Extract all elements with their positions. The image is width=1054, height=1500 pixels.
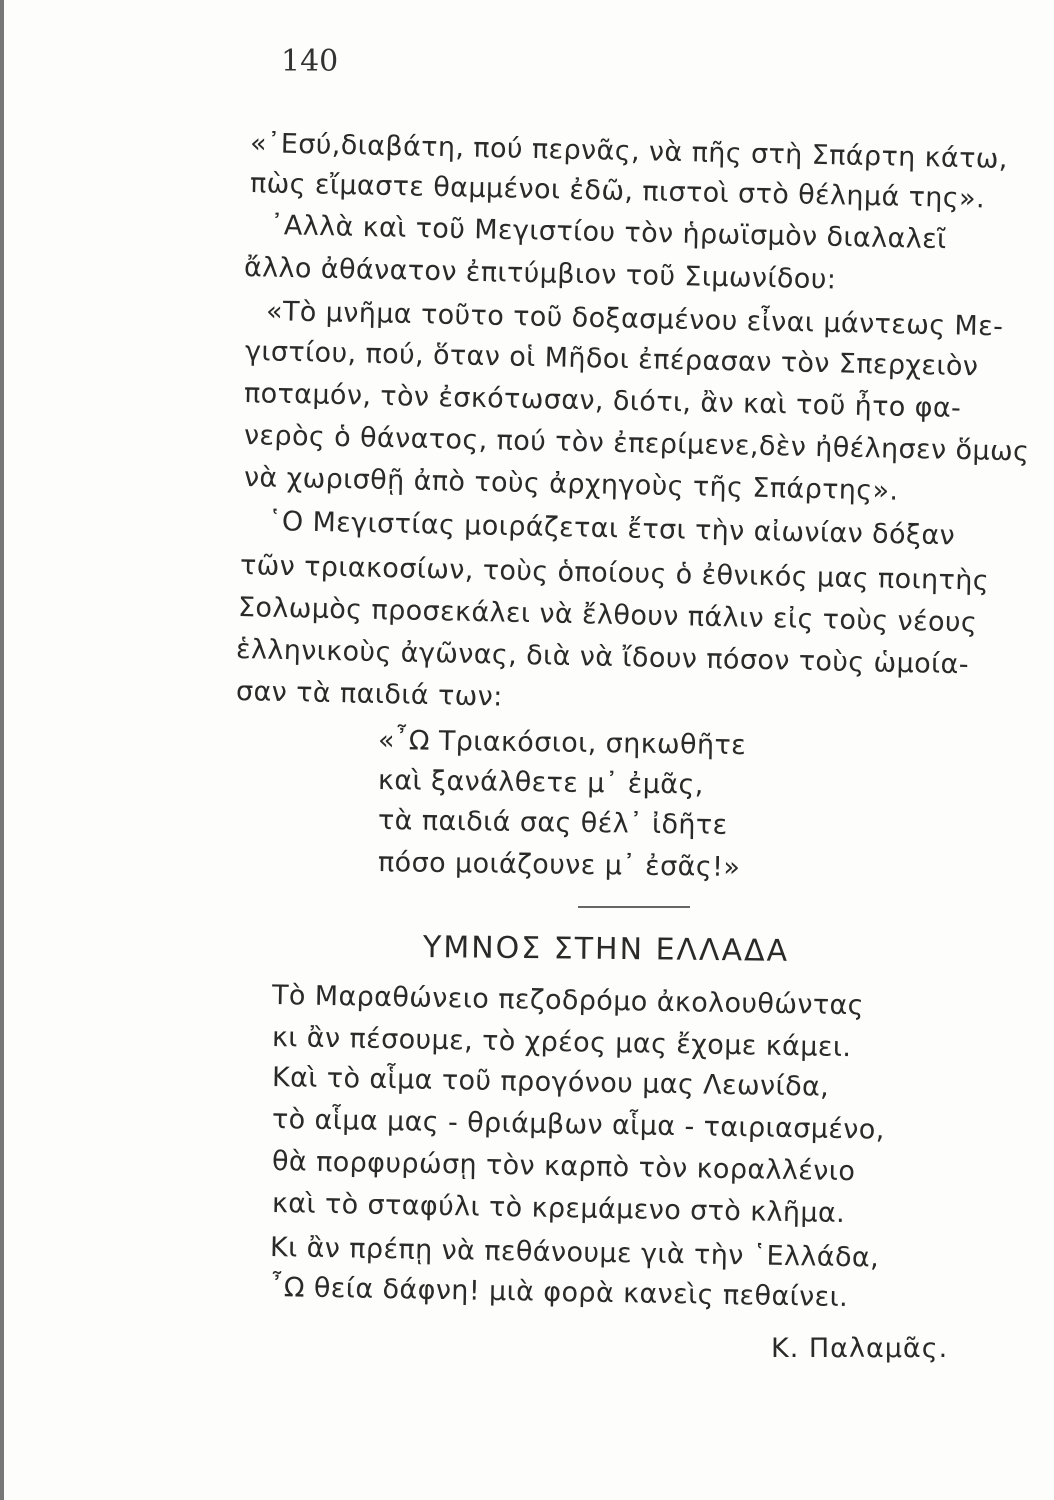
- prose-line: πὼς εἴμαστε θαμμένοι ἐδῶ, πιστοὶ στὸ θέλημά της».: [249, 168, 986, 215]
- prose-line: ἄλλο ἀθάνατον ἐπιτύμβιον τοῦ Σιμωνίδου:: [243, 252, 837, 296]
- quote-line: καὶ ξανάλθετε μ᾿ ἐμᾶς,: [377, 765, 704, 801]
- poem-line: θὰ πορφυρώσῃ τὸν καρπὸ τὸν κοραλλένιο: [271, 1146, 856, 1188]
- quote-line: τὰ παιδιά σας θέλ᾿ ἰδῆτε: [377, 805, 728, 841]
- prose-line: «᾿Εσύ,διαβάτη, πού περνᾶς, νὰ πῆς στὴ Σπάρτη κάτω,: [249, 128, 1009, 175]
- prose-line: Σολωμὸς προσεκάλει νὰ ἔλθουν πάλιν εἰς τοὺς νέους: [237, 592, 978, 639]
- page-number: 140: [281, 44, 339, 79]
- poem-line: ῏Ω θεία δάφνη! μιὰ φορὰ κανεὶς πεθαίνει.: [269, 1272, 849, 1314]
- prose-line: ᾿Αλλὰ καὶ τοῦ Μεγιστίου τὸν ἡρωϊσμὸν διαλαλεῖ: [269, 210, 947, 256]
- prose-line: νὰ χωρισθῇ ἀπὸ τοὺς ἀρχηγοὺς τῆς Σπάρτης».: [243, 462, 899, 507]
- poem-line: τὸ αἷμα μας - θριάμβων αἷμα - ταιριασμένο,: [271, 1104, 885, 1146]
- poem-line: κι ἂν πέσουμε, τὸ χρέος μας ἔχομε κάμει.: [271, 1022, 852, 1064]
- poem-title: ΥΜΝΟΣ ΣΤΗΝ ΕΛΛΑΔΑ: [422, 930, 790, 969]
- prose-line: γιστίου, πού, ὅταν οἱ Μῆδοι ἐπέρασαν τὸν Σπερχειὸν: [244, 336, 979, 383]
- signature: Κ. Παλαμᾶς.: [771, 1333, 949, 1364]
- poem-line: Κι ἂν πρέπῃ νὰ πεθάνουμε γιὰ τὴν ῾Ελλάδα,: [269, 1232, 880, 1274]
- prose-line: ποταμόν, τὸν ἐσκότωσαν, διότι, ἂν καὶ τοῦ ἦτο φα-: [243, 378, 962, 425]
- poem-line: καὶ τὸ σταφύλι τὸ κρεμάμενο στὸ κλῆμα.: [271, 1188, 846, 1230]
- prose-line: ῾Ο Μεγιστίας μοιράζεται ἔτσι τὴν αἰωνίαν δόξαν: [267, 506, 956, 552]
- page-edge: [0, 0, 4, 1500]
- prose-line: τῶν τριακοσίων, τοὺς ὁποίους ὁ ἐθνικός μας ποιητὴς: [239, 550, 990, 597]
- prose-line: σαν τὰ παιδιά των:: [235, 676, 503, 713]
- poem-line: Τὸ Μαραθώνειο πεζοδρόμο ἀκολουθώντας: [271, 980, 865, 1022]
- quote-line: «῏Ω Τριακόσιοι, σηκωθῆτε: [377, 725, 747, 762]
- prose-line: νερὸς ὁ θάνατος, πού τὸν ἐπερίμενε,δὲν ἠθέλησεν ὅμως: [243, 420, 1030, 468]
- section-divider: [578, 906, 690, 908]
- poem-line: Καὶ τὸ αἷμα τοῦ προγόνου μας Λεωνίδα,: [271, 1062, 830, 1103]
- prose-line: ἑλληνικοὺς ἀγῶνας, διὰ νὰ ἴδουν πόσον τοὺς ὡμοία-: [235, 634, 970, 681]
- prose-line: «Τὸ μνῆμα τοῦτο τοῦ δοξασμένου εἶναι μάντεως Με-: [265, 296, 1004, 343]
- quote-line: πόσο μοιάζουνε μ᾿ ἐσᾶς!»: [377, 847, 741, 884]
